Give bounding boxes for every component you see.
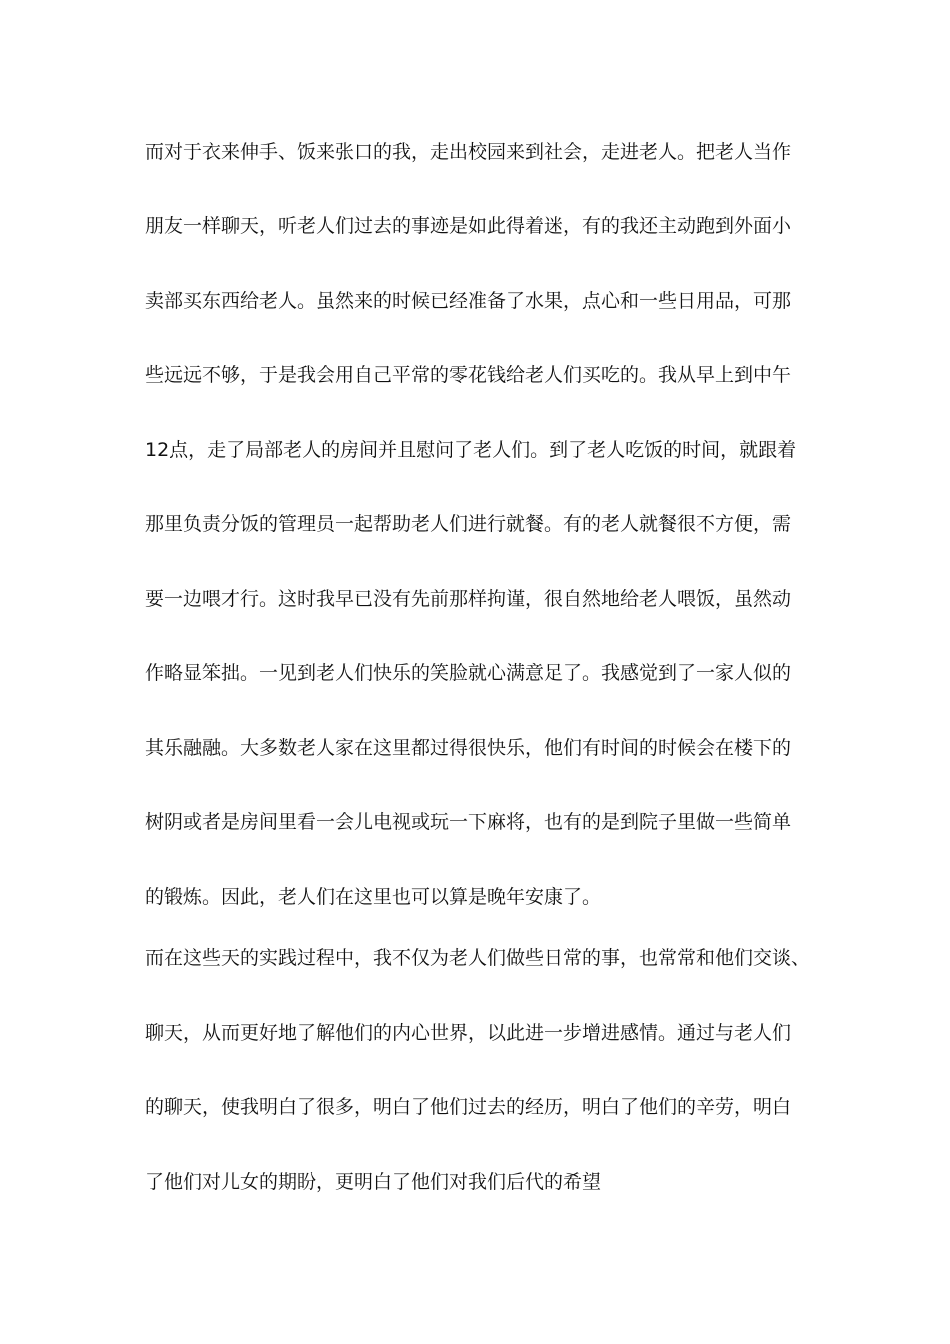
paragraph-1-line-10: 树阴或者是房间里看一会儿电视或玩一下麻将，也有的是到院子里做一些简单 [145,811,792,833]
paragraph-2-line-4: 了他们对儿女的期盼，更明白了他们对我们后代的希望 [145,1171,602,1193]
paragraph-1-line-6: 那里负责分饭的管理员一起帮助老人们进行就餐。有的老人就餐很不方便，需 [145,513,792,535]
paragraph-1-line-8: 作略显笨拙。一见到老人们快乐的笑脸就心满意足了。我感觉到了一家人似的 [145,662,792,684]
paragraph-2-line-2: 聊天，从而更好地了解他们的内心世界，以此进一步增进感情。通过与老人们 [145,1022,792,1044]
paragraph-1-line-7: 要一边喂才行。这时我早已没有先前那样拘谨，很自然地给老人喂饭，虽然动 [145,588,792,610]
paragraph-1-line-11: 的锻炼。因此，老人们在这里也可以算是晚年安康了。 [145,886,602,908]
paragraph-1-line-2: 朋友一样聊天，听老人们过去的事迹是如此得着迷，有的我还主动跑到外面小 [145,215,792,237]
paragraph-1-line-5: 12点，走了局部老人的房间并且慰问了老人们。到了老人吃饭的时间，就跟着 [145,439,797,461]
paragraph-1-line-9: 其乐融融。大多数老人家在这里都过得很快乐，他们有时间的时候会在楼下的 [145,737,792,759]
paragraph-1-line-1: 而对于衣来伸手、饭来张口的我，走出校园来到社会，走进老人。把老人当作 [145,141,792,163]
paragraph-1-line-3: 卖部买东西给老人。虽然来的时候已经准备了水果，点心和一些日用品，可那 [145,290,792,312]
paragraph-2-line-3: 的聊天，使我明白了很多，明白了他们过去的经历，明白了他们的辛劳，明白 [145,1096,792,1118]
paragraph-2-line-1: 而在这些天的实践过程中，我不仅为老人们做些日常的事，也常常和他们交谈、 [145,947,811,969]
paragraph-1-line-4: 些远远不够，于是我会用自己平常的零花钱给老人们买吃的。我从早上到中午 [145,364,792,386]
